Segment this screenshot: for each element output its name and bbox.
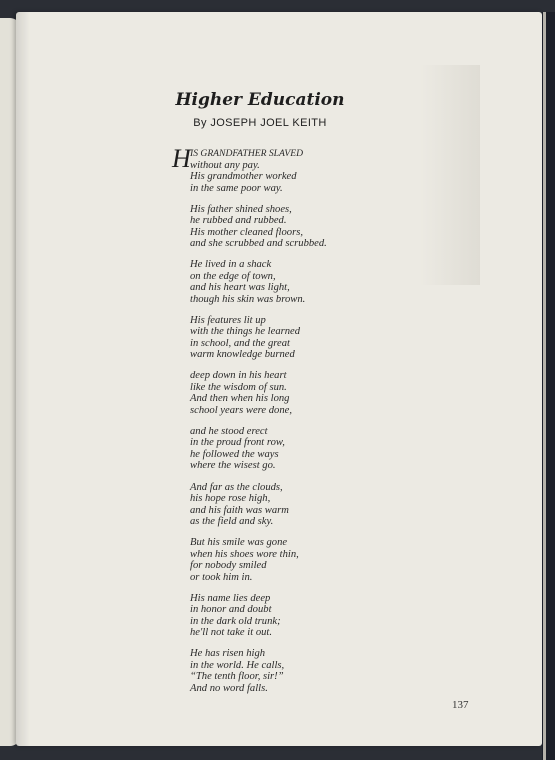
poem-line: “The tenth floor, sir!” xyxy=(190,671,284,683)
first-line-text: IS GRANDFATHER SLAVED xyxy=(190,148,304,159)
poem-line: in the world. He calls, xyxy=(190,659,285,671)
poem-stanza xyxy=(190,482,370,528)
poem-line: And no word falls. xyxy=(190,682,268,694)
poem-line: His name lies deep xyxy=(190,592,271,604)
poem-stanza xyxy=(190,593,370,639)
poem-stanza xyxy=(190,204,370,250)
poem-line: he rubbed and rubbed. xyxy=(190,215,287,227)
poem-line: His mother cleaned floors, xyxy=(190,226,303,238)
poem-line: though his skin was brown. xyxy=(190,293,306,305)
poem-stanza xyxy=(190,148,370,194)
poem-line: without any pay. xyxy=(190,159,260,171)
poem-line: school years were done, xyxy=(190,404,292,416)
poem-line: His father shined shoes, xyxy=(190,203,292,215)
page-stack-edge xyxy=(543,12,546,760)
page-number: 137 xyxy=(452,699,469,711)
poem-line: like the wisdom of sun. xyxy=(190,381,287,393)
poem-byline: By JOSEPH JOEL KEITH xyxy=(193,117,327,129)
poem-line: and his faith was warm xyxy=(190,504,289,516)
poem-line: and his heart was light, xyxy=(190,282,290,294)
poem-line: his hope rose high, xyxy=(190,493,271,505)
poem-line: His grandmother worked xyxy=(190,171,297,182)
poem-title: Higher Education xyxy=(175,90,345,110)
show-through-ghost xyxy=(420,65,480,285)
poem-line: for nobody smiled xyxy=(190,560,267,572)
poem-line: deep down in his heart xyxy=(190,370,287,382)
poem-line: He has risen high xyxy=(190,648,266,660)
poem-line: His features lit up xyxy=(190,314,266,326)
poem-line: when his shoes wore thin, xyxy=(190,548,299,560)
page-gutter-shadow xyxy=(16,12,30,746)
poem-line: on the edge of town, xyxy=(190,270,276,282)
poem-line: he followed the ways xyxy=(190,448,279,460)
poem-line: in the dark old trunk; xyxy=(190,615,281,627)
poem-stanza xyxy=(190,426,370,472)
poem-body xyxy=(172,144,370,704)
poem-line: in school, and the great xyxy=(190,337,290,349)
poem-line: he'll not take it out. xyxy=(190,627,272,639)
poem-stanza xyxy=(190,370,370,416)
poem-line: and she scrubbed and scrubbed. xyxy=(190,238,327,250)
poem-line: where the wisest go. xyxy=(190,460,276,472)
poem-line xyxy=(190,148,370,160)
poem-stanza xyxy=(190,648,370,694)
poem-line: and he stood erect xyxy=(190,425,268,437)
poem-line: in the proud front row, xyxy=(190,437,285,449)
poem-line: He lived in a shack xyxy=(190,259,272,271)
poem-line: warm knowledge burned xyxy=(190,349,295,361)
poem-line: in the same poor way. xyxy=(190,182,283,194)
poem-stanza xyxy=(190,315,370,361)
poem-stanza xyxy=(190,537,370,583)
poem-line: And then when his long xyxy=(190,393,290,405)
poem-line: or took him in. xyxy=(190,571,253,583)
poem-line: But his smile was gone xyxy=(190,537,288,549)
poem-line: as the field and sky. xyxy=(190,516,274,528)
poem-line: in honor and doubt xyxy=(190,604,272,616)
drop-cap: H xyxy=(172,144,191,173)
book-cover-edge xyxy=(542,12,555,760)
poem-line: with the things he learned xyxy=(190,326,301,338)
poem-line: And far as the clouds, xyxy=(190,481,283,493)
poem-stanza xyxy=(190,259,370,305)
